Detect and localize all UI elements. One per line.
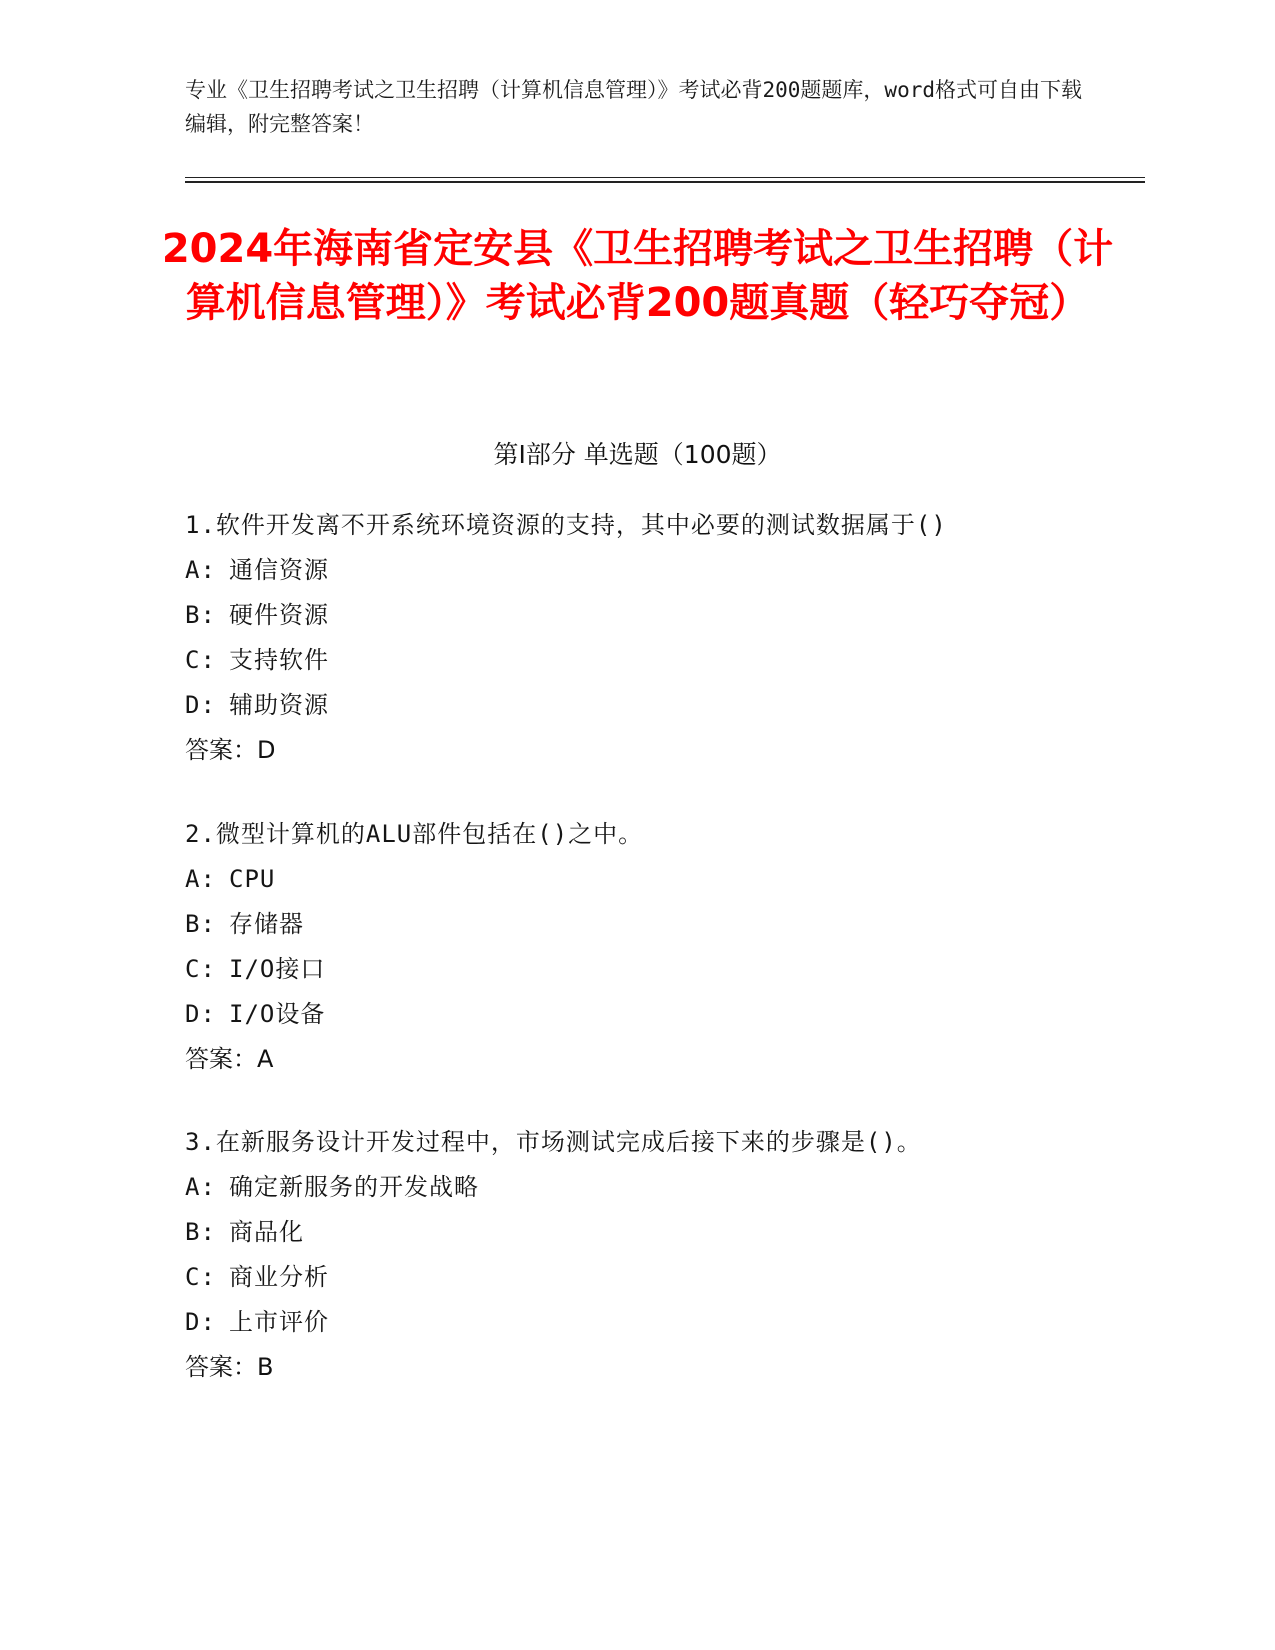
section-title: 第Ⅰ部分 单选题（100题）: [493, 440, 782, 469]
question-2: [185, 812, 1085, 1082]
question-1: [185, 503, 1085, 773]
option-text: 存储器: [229, 910, 304, 938]
header-rule-thin: [185, 177, 1145, 178]
question-stem: 3.在新服务设计开发过程中，市场测试完成后接下来的步骤是()。: [185, 1128, 922, 1156]
option-d: [185, 683, 1085, 728]
question-3: [185, 1120, 1085, 1390]
option-text: I/O接口: [229, 955, 326, 983]
option-letter: B:: [185, 1218, 216, 1246]
option-letter: C:: [185, 1263, 216, 1291]
answer-line: 答案：A: [185, 1045, 274, 1073]
option-d: [185, 1300, 1085, 1345]
option-b: [185, 1210, 1085, 1255]
option-letter: B:: [185, 910, 216, 938]
option-letter: D:: [185, 691, 216, 719]
option-text: I/O设备: [229, 1000, 326, 1028]
option-text: 硬件资源: [229, 601, 329, 629]
option-a: [185, 548, 1085, 593]
option-c: [185, 1255, 1085, 1300]
option-text: 商品化: [229, 1218, 304, 1246]
question-stem: 2.微型计算机的ALU部件包括在()之中。: [185, 820, 644, 848]
option-letter: C:: [185, 955, 216, 983]
option-d: [185, 992, 1085, 1037]
option-text: CPU: [229, 865, 276, 893]
document-title: 2024年海南省定安县《卫生招聘考试之卫生招聘（计算机信息管理）》考试必背200题真题（轻巧夺冠）: [161, 226, 1114, 326]
option-c: [185, 947, 1085, 992]
option-letter: C:: [185, 646, 216, 674]
option-text: 商业分析: [229, 1263, 329, 1291]
option-c: [185, 638, 1085, 683]
option-b: [185, 593, 1085, 638]
option-letter: A:: [185, 556, 216, 584]
option-letter: D:: [185, 1308, 216, 1336]
option-a: [185, 1165, 1085, 1210]
answer-line: 答案：D: [185, 736, 276, 764]
question-stem: 1.软件开发离不开系统环境资源的支持，其中必要的测试数据属于(): [185, 511, 947, 539]
option-text: 辅助资源: [229, 691, 329, 719]
option-b: [185, 902, 1085, 947]
option-text: 上市评价: [229, 1308, 329, 1336]
header-note: 专业《卫生招聘考试之卫生招聘（计算机信息管理）》考试必背200题题库，word格式可自由下载编辑，附完整答案！: [185, 78, 1082, 136]
option-letter: B:: [185, 601, 216, 629]
option-letter: D:: [185, 1000, 216, 1028]
answer-line: 答案：B: [185, 1353, 274, 1381]
header-rule-thick: [185, 181, 1145, 183]
option-text: 确定新服务的开发战略: [229, 1173, 479, 1201]
option-text: 通信资源: [229, 556, 329, 584]
option-text: 支持软件: [229, 646, 329, 674]
option-letter: A:: [185, 1173, 216, 1201]
option-a: [185, 857, 1085, 902]
option-letter: A:: [185, 865, 216, 893]
